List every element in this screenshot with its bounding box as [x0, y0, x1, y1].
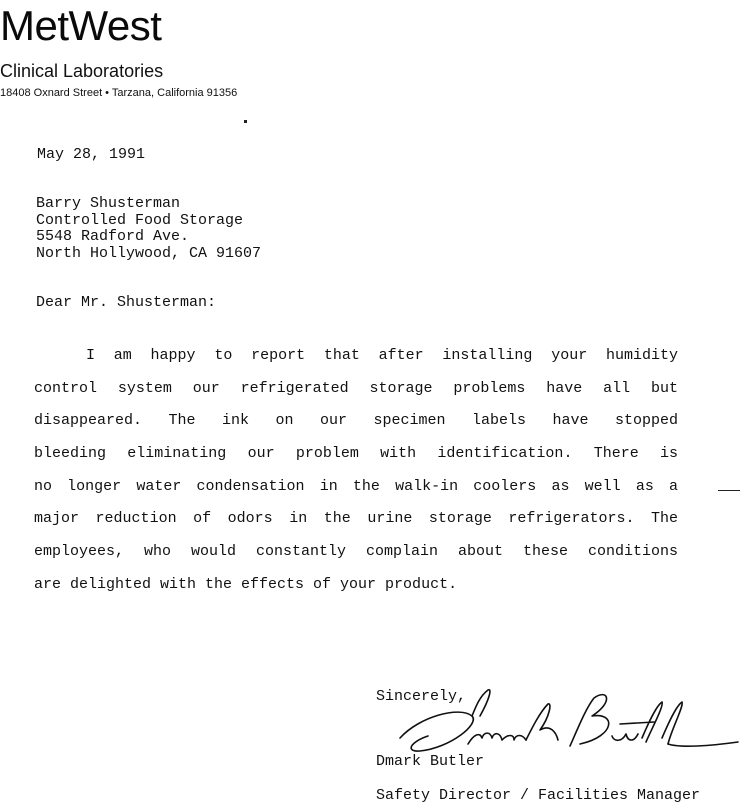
body-line: bleeding eliminating our problem with identification. There is: [34, 445, 678, 463]
body-line: major reduction of odors in the urine storage refrigerators. The: [34, 510, 678, 528]
scan-speck: [718, 490, 740, 491]
body-line: employees, who would constantly complain about these conditions: [34, 543, 678, 561]
salutation: Dear Mr. Shusterman:: [36, 294, 217, 311]
recipient-address: [36, 196, 261, 262]
letter-date: May 28, 1991: [37, 146, 146, 163]
recipient-line: Barry Shusterman: [36, 195, 181, 212]
scan-speck: [244, 120, 247, 123]
body-line: I am happy to report that after installing your humidity: [86, 347, 678, 364]
body-line: are delighted with the effects of your product.: [34, 575, 458, 593]
body-line: control system our refrigerated storage problems have all but: [34, 379, 678, 397]
recipient-line: 5548 Radford Ave.: [36, 228, 190, 245]
company-name: MetWest: [0, 2, 162, 49]
company-subtitle: Clinical Laboratories: [0, 61, 164, 81]
body-line: no longer water condensation in the walk-in coolers as well as a: [34, 477, 678, 495]
closing: Sincerely,: [376, 688, 467, 705]
body-line: disappeared. The ink on our specimen labels have stopped: [34, 412, 678, 430]
letter-body: [34, 340, 678, 602]
signer-title: Safety Director / Facilities Manager: [376, 787, 701, 804]
recipient-line: North Hollywood, CA 91607: [36, 244, 262, 262]
recipient-line: Controlled Food Storage: [36, 211, 244, 229]
company-address: 18408 Oxnard Street • Tarzana, California 91356: [0, 87, 238, 99]
signer-name: Dmark Butler: [376, 753, 485, 770]
